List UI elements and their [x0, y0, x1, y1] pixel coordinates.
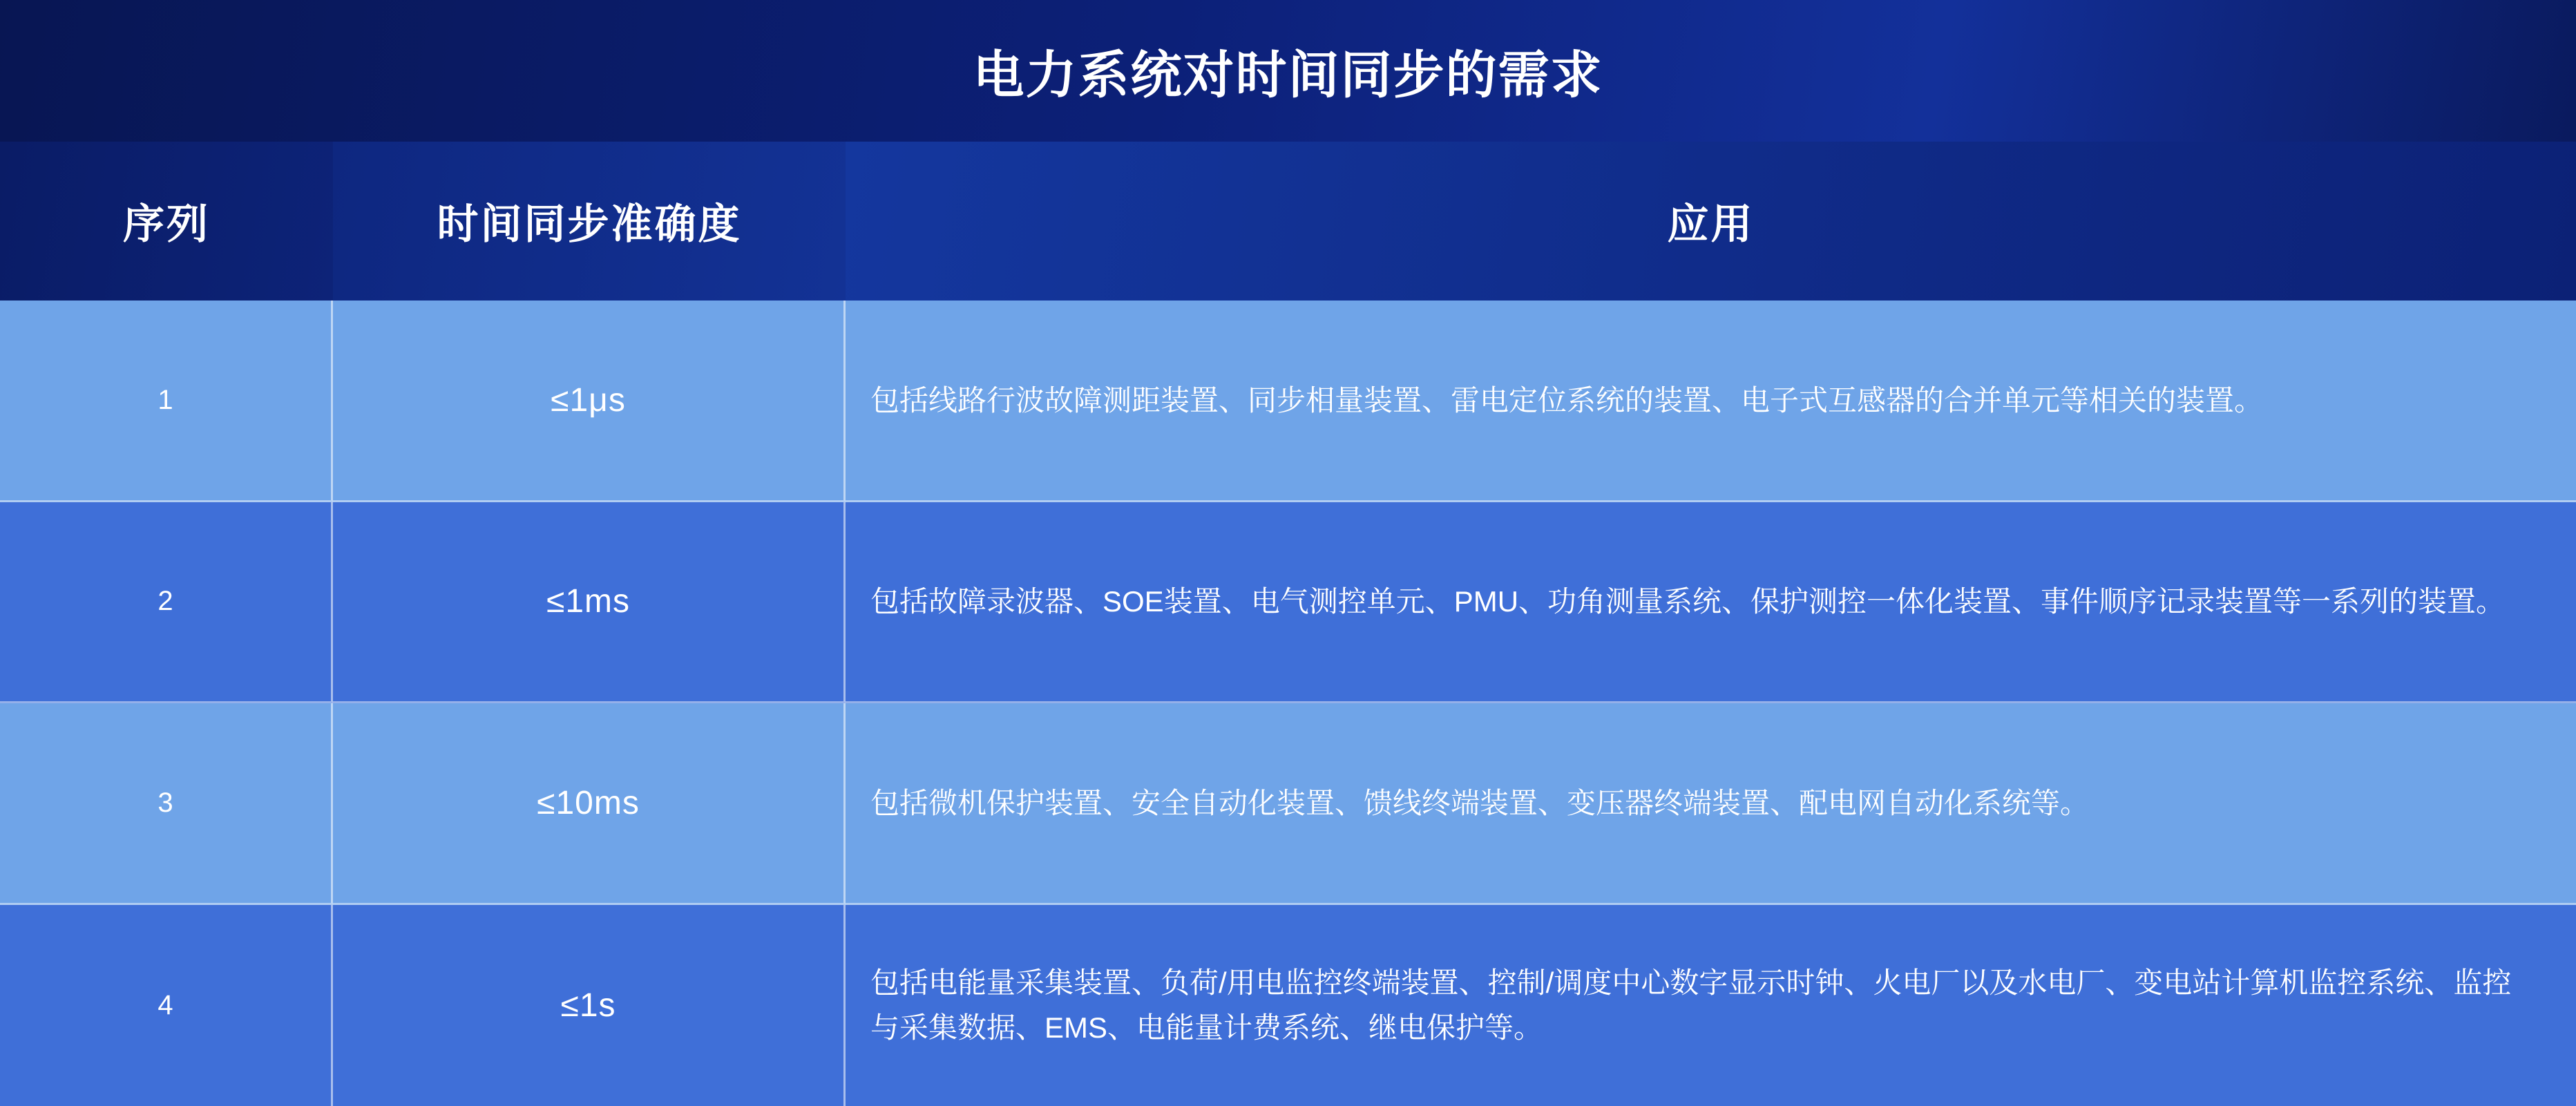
cell-sequence: [0, 502, 333, 704]
header-accuracy: 时间同步准确度: [333, 142, 846, 301]
sequence-value: 4: [158, 989, 173, 1020]
cell-application: [846, 502, 2576, 704]
application-value: 包括微机保护装置、安全自动化装置、馈线终端装置、变压器终端装置、配电网自动化系统等。: [870, 786, 2090, 819]
page-title: 电力系统对时间同步的需求: [973, 46, 1603, 104]
application-value: 包括线路行波故障测距装置、同步相量装置、雷电定位系统的装置、电子式互感器的合并单元等相关的装置。: [870, 383, 2264, 417]
table-row: [0, 502, 2576, 704]
cell-accuracy: [333, 301, 846, 502]
application-value: 包括电能量采集装置、负荷/用电监控终端装置、控制/调度中心数字显示时钟、火电厂以及水电厂、变电站计算机监控系统、监控与采集数据、EMS、电能量计费系统、继电保护等。: [870, 966, 2512, 1045]
sequence-value: 2: [158, 586, 173, 617]
accuracy-value: ≤1s: [560, 986, 616, 1024]
sequence-value: 1: [158, 384, 173, 415]
requirements-table: [0, 142, 2576, 1106]
application-value: 包括故障录波器、SOE装置、电气测控单元、PMU、功角测量系统、保护测控一体化装置、事件顺序记录装置等一系列的装置。: [870, 585, 2506, 618]
cell-sequence: [0, 703, 333, 905]
cell-accuracy: [333, 703, 846, 905]
accuracy-value: ≤1μs: [551, 381, 626, 419]
accuracy-value: ≤10ms: [537, 784, 640, 821]
cell-sequence: [0, 301, 333, 502]
table-row: [0, 301, 2576, 502]
header-application: 应用: [846, 142, 2576, 301]
table-row: [0, 703, 2576, 905]
cell-application: [846, 905, 2576, 1106]
sequence-value: 3: [158, 787, 173, 818]
cell-application: [846, 301, 2576, 502]
cell-application: [846, 703, 2576, 905]
title-band: [0, 0, 2576, 142]
cell-accuracy: [333, 905, 846, 1106]
cell-sequence: [0, 905, 333, 1106]
header-sequence: 序列: [0, 142, 333, 301]
table-row: [0, 905, 2576, 1106]
table-header-row: [0, 142, 2576, 301]
cell-accuracy: [333, 502, 846, 704]
accuracy-value: ≤1ms: [546, 583, 631, 620]
